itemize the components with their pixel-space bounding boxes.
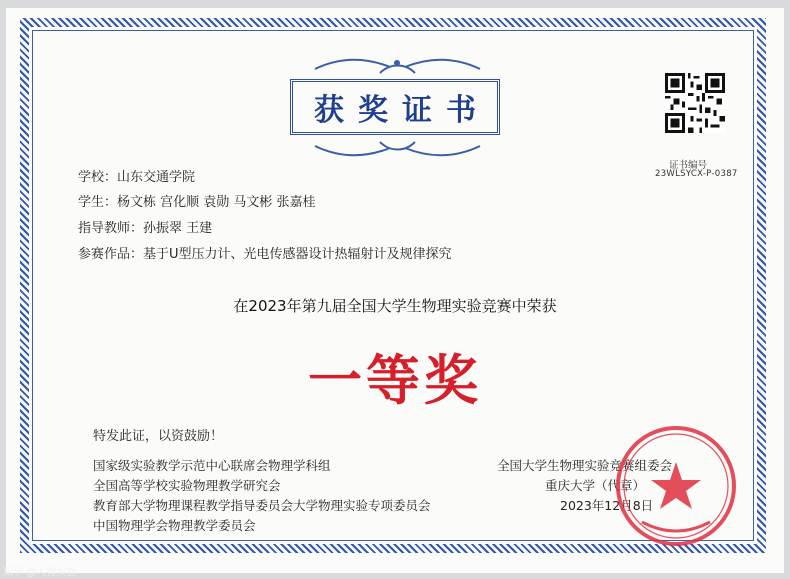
students-line: 学生：杨文栋 宫化顺 袁勋 马文彬 张嘉桂 xyxy=(78,195,316,210)
school-line: 学校：山东交通学院 xyxy=(78,170,196,185)
organizer-line: 国家级实验教学示范中心联席会物理学科组 xyxy=(93,458,331,473)
committee-name: 全国大学生物理实验竞赛组委会 xyxy=(497,458,673,473)
bottom-ornament-icon xyxy=(310,138,485,160)
organizer-line: 教育部大学物理课程教学指导委员会大学物理实验专项委员会 xyxy=(93,498,431,513)
encouragement-text: 特发此证，以资鼓励！ xyxy=(93,429,224,444)
certificate-title: 获奖证书 xyxy=(314,93,490,128)
top-ornament-icon xyxy=(310,55,485,79)
issue-date: 2023年12月8日 xyxy=(560,498,654,513)
cert-number: 23WLSYCX-P-0387 xyxy=(655,169,738,179)
prize-title: 一等奖 xyxy=(308,349,482,412)
organizer-line: 全国高等学校实验物理教学研究会 xyxy=(93,478,281,493)
official-seal-icon xyxy=(612,422,740,550)
organizer-line: 中国物理学会物理教学委员会 xyxy=(93,518,256,533)
watermark-text: 知乎 @大物实验 xyxy=(3,567,77,578)
qr-code-icon xyxy=(665,73,725,133)
cert-number-label: 证书编号 xyxy=(669,160,708,171)
advisors-line: 指导教师：孙振翠 王建 xyxy=(78,221,213,236)
honor-line: 在2023年第九届全国大学生物理实验竞赛中荣获 xyxy=(233,297,557,315)
host-university: 重庆大学（代章） xyxy=(545,478,646,493)
work-line: 参赛作品：基于U型压力计、光电传感器设计热辐射计及规律探究 xyxy=(78,247,452,262)
title-frame xyxy=(290,79,500,135)
